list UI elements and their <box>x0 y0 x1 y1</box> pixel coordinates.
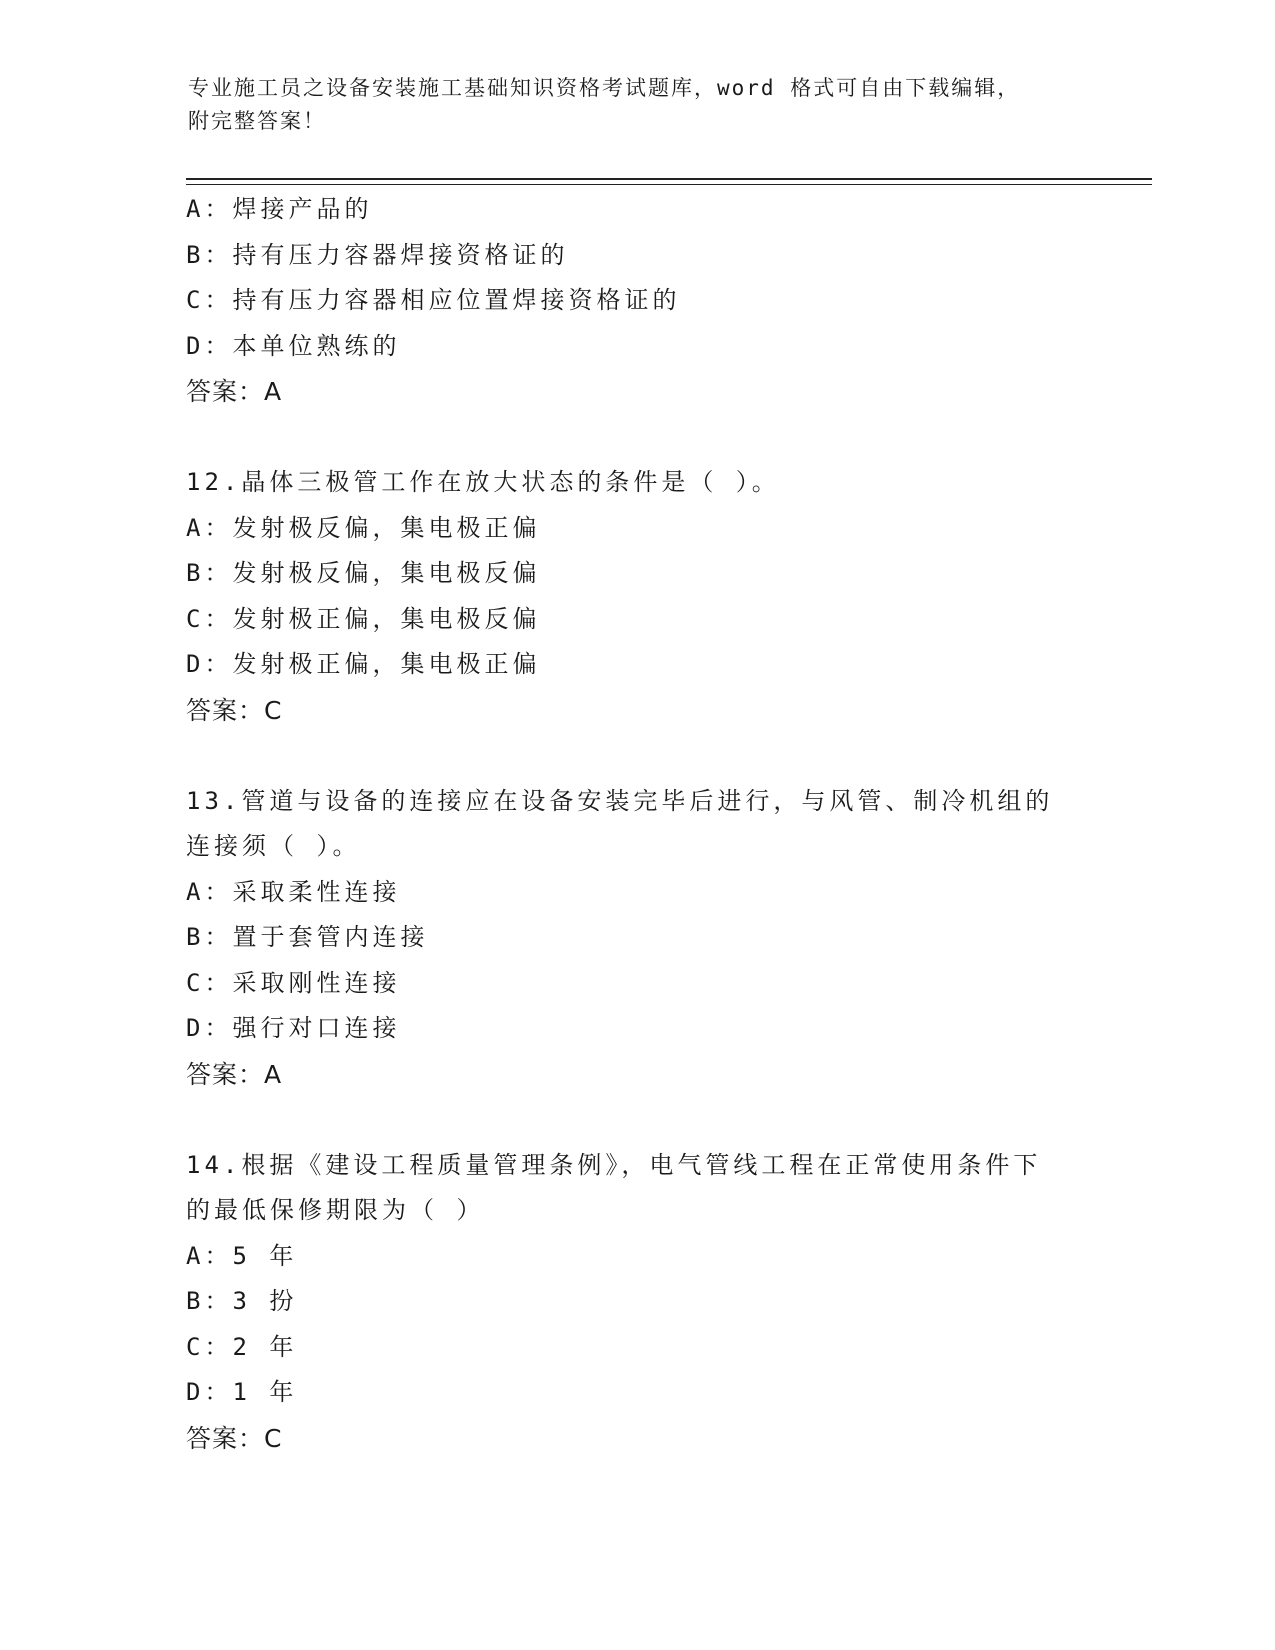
document-header <box>188 72 1088 138</box>
answer-line: 答案：A <box>186 1059 283 1089</box>
option-c: C：发射极正偏，集电极反偏 <box>186 604 541 633</box>
question-11 <box>186 187 1086 415</box>
header-line-1: 专业施工员之设备安装施工基础知识资格考试题库，word 格式可自由下载编辑， <box>188 76 1021 100</box>
header-divider-thick <box>186 178 1152 180</box>
spacer <box>186 1097 1086 1143</box>
question-14 <box>186 1143 1086 1462</box>
question-stem-line-2: 的最低保修期限为（ ） <box>186 1196 485 1224</box>
question-stem-line-1: 13.管道与设备的连接应在设备安装完毕后进行，与风管、制冷机组的 <box>186 786 1054 815</box>
answer-line: 答案：C <box>186 1423 283 1453</box>
option-b: B：发射极反偏，集电极反偏 <box>186 559 541 587</box>
header-divider-thin <box>186 184 1152 185</box>
option-a: A：焊接产品的 <box>186 195 373 223</box>
question-stem-line-1: 14.根据《建设工程质量管理条例》，电气管线工程在正常使用条件下 <box>186 1150 1042 1179</box>
option-c: C：持有压力容器相应位置焊接资格证的 <box>186 286 681 314</box>
option-c: C：采取刚性连接 <box>186 968 401 997</box>
question-stem: 12.晶体三极管工作在放大状态的条件是（ ）。 <box>186 468 780 496</box>
question-13 <box>186 779 1086 1098</box>
option-b: B：持有压力容器焊接资格证的 <box>186 240 569 269</box>
answer-line: 答案：C <box>186 695 283 725</box>
option-d: D：1 年 <box>186 1378 298 1406</box>
answer-line: 答案：A <box>186 377 283 406</box>
spacer <box>186 415 1086 461</box>
header-line-2: 附完整答案！ <box>188 109 326 133</box>
spacer <box>186 733 1086 779</box>
option-c: C：2 年 <box>186 1332 298 1361</box>
question-stem-line-2: 连接须（ ）。 <box>186 832 361 860</box>
option-a: A：采取柔性连接 <box>186 877 401 906</box>
option-d: D：强行对口连接 <box>186 1014 401 1042</box>
option-d: D：发射极正偏，集电极正偏 <box>186 650 541 678</box>
option-a: A：5 年 <box>186 1241 298 1270</box>
option-b: B：3 扮 <box>186 1287 298 1315</box>
question-12 <box>186 460 1086 733</box>
option-b: B：置于套管内连接 <box>186 923 429 951</box>
option-a: A：发射极反偏，集电极正偏 <box>186 513 541 542</box>
option-d: D：本单位熟练的 <box>186 331 401 360</box>
question-list <box>186 187 1086 1461</box>
